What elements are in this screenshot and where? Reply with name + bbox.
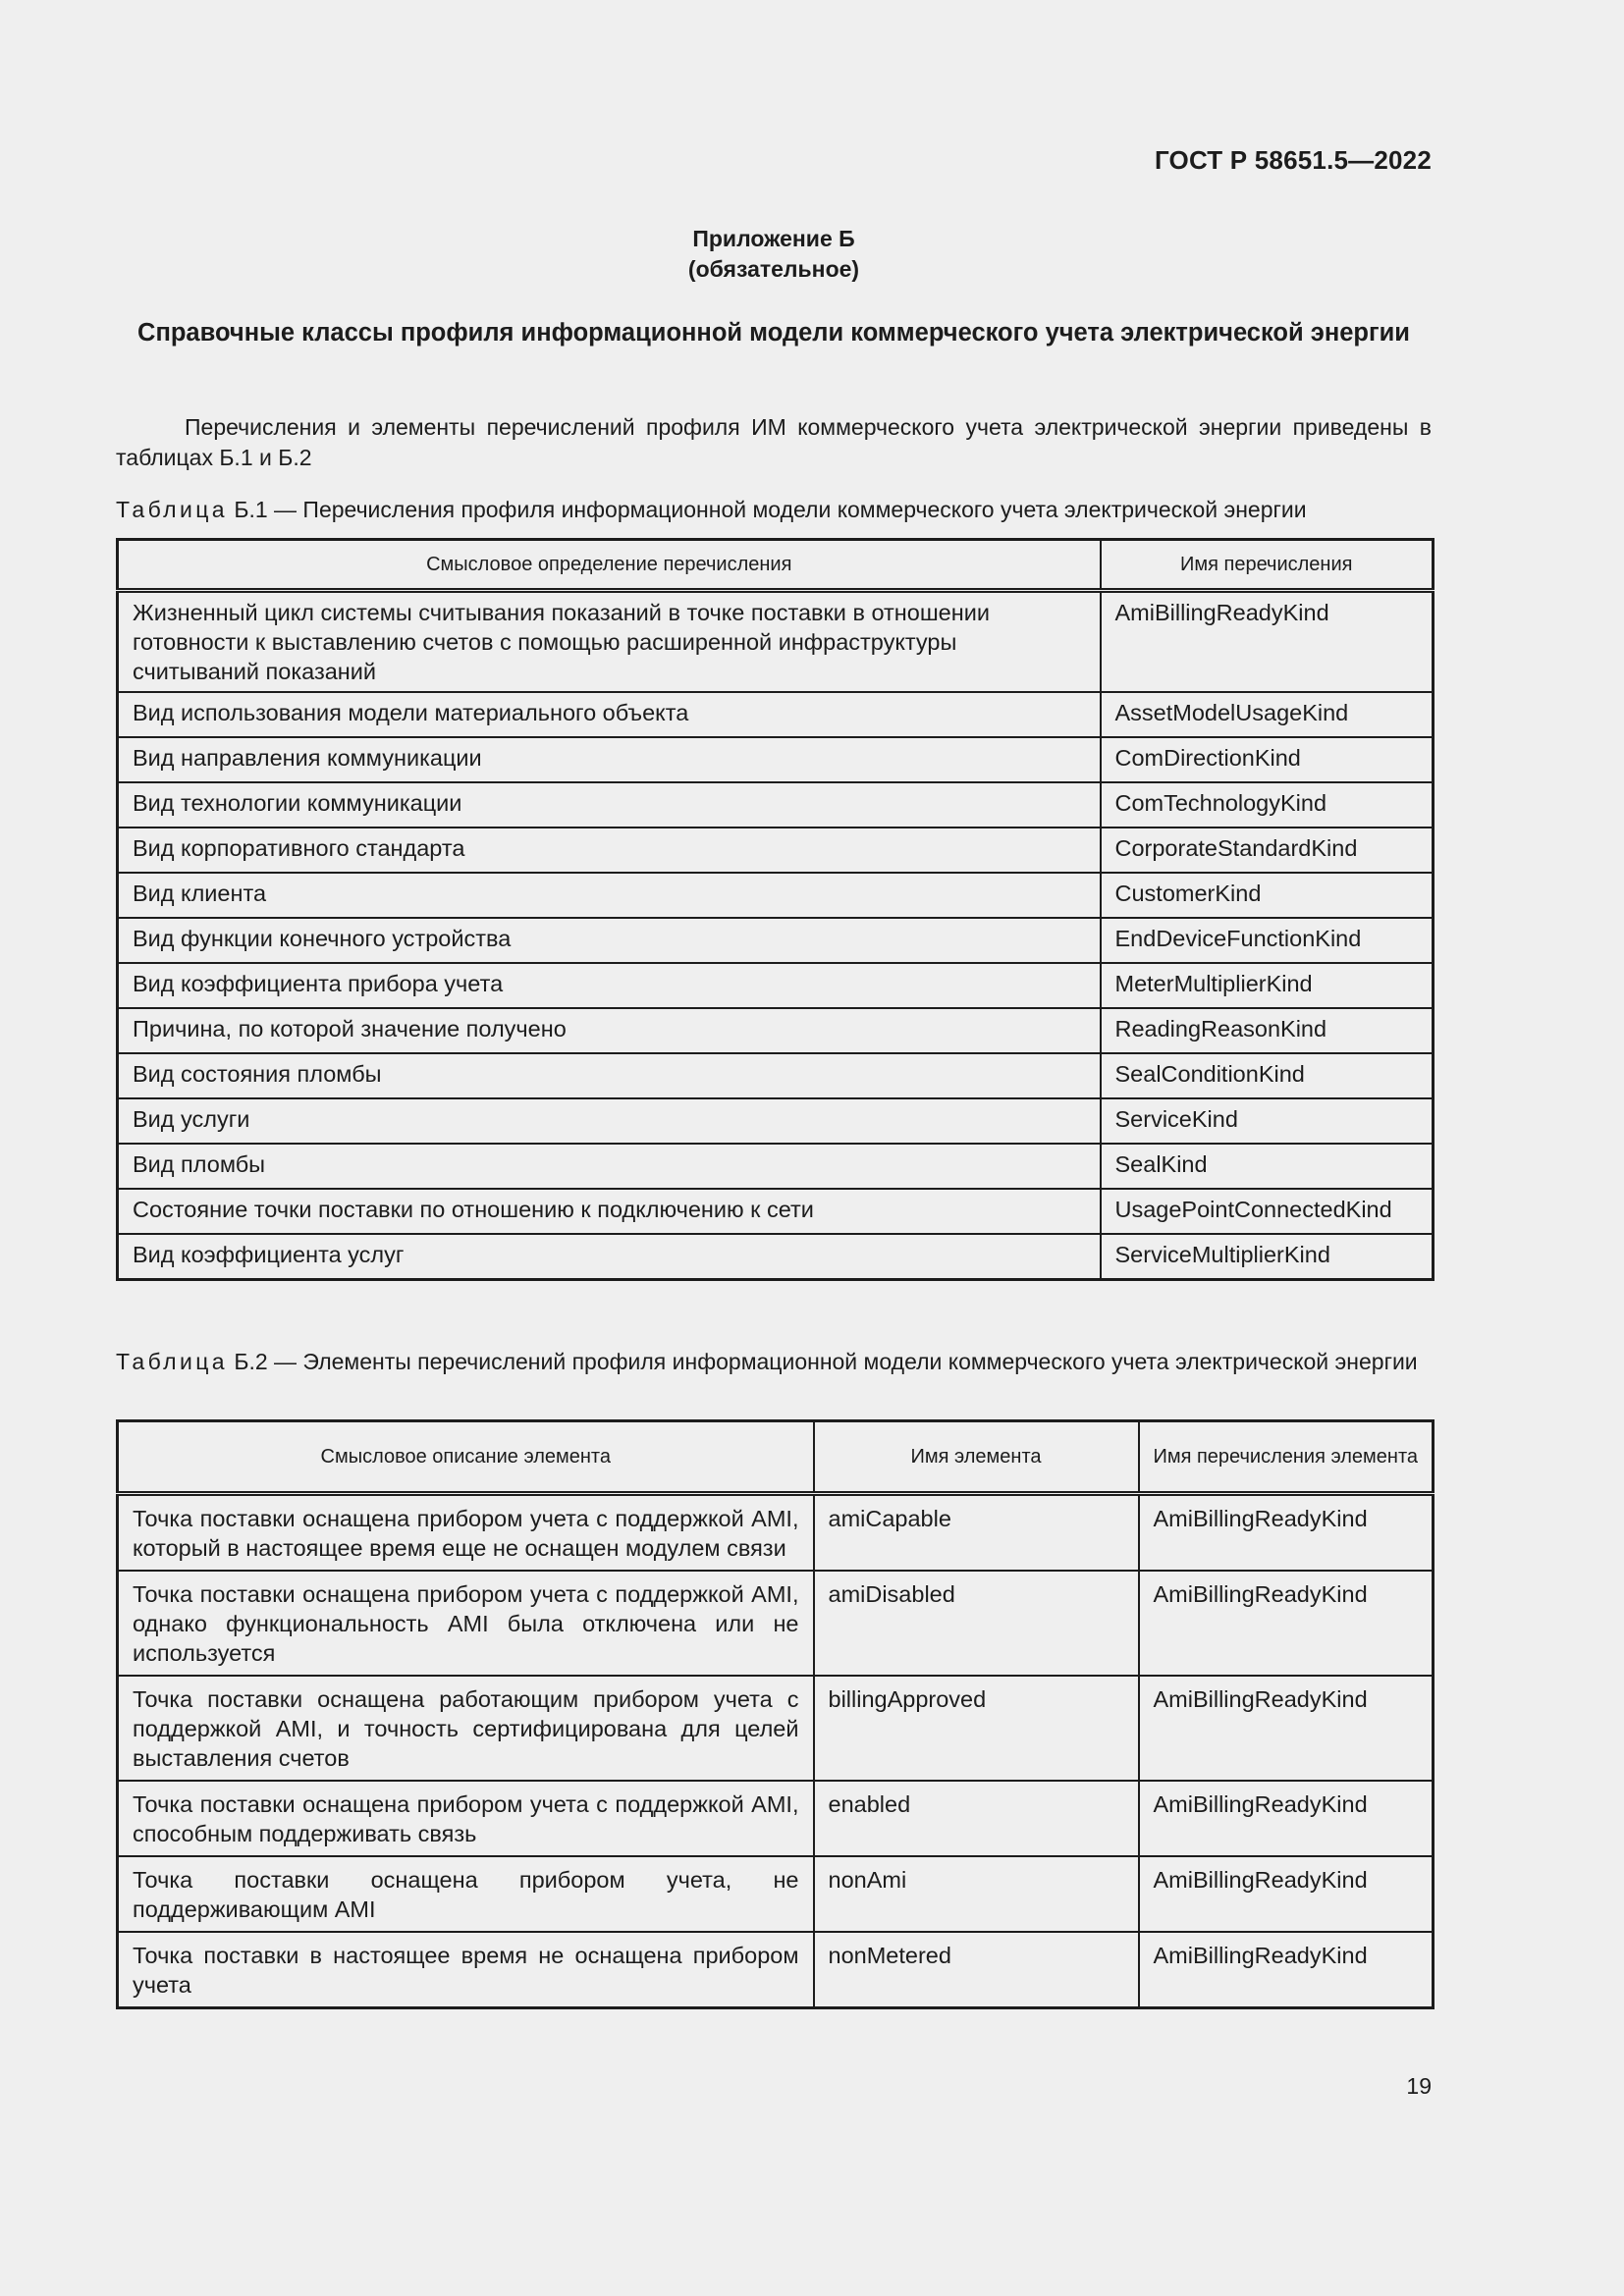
column-header-description: Смысловое описание элемента [118,1421,814,1494]
table-row [118,1008,1434,1053]
table2-caption-text: Б.2 — Элементы перечислений профиля информационной модели коммерческого учета электрической энергии [234,1349,1418,1374]
cell-enum-name: AmiBillingReadyKind [1101,591,1434,693]
enumerations-table [116,538,1435,1281]
cell-definition: Вид пломбы [118,1144,1101,1189]
table1-caption [116,495,1432,525]
table-header-row [118,540,1434,591]
column-header-element-enum: Имя перечисления элемента [1139,1421,1434,1494]
cell-definition: Вид услуги [118,1098,1101,1144]
table-row [118,1571,1434,1676]
cell-enum-name: ComDirectionKind [1101,737,1434,782]
table-row [118,1932,1434,2008]
cell-enum-name: UsagePointConnectedKind [1101,1189,1434,1234]
table-row [118,918,1434,963]
cell-description: Точка поставки в настоящее время не оснащена прибором учета [118,1932,814,2008]
cell-description: Точка поставки оснащена прибором учета с поддержкой AMI, однако функциональность AMI была отключена или не используется [118,1571,814,1676]
cell-enum-name: AssetModelUsageKind [1101,692,1434,737]
cell-enum-name: ComTechnologyKind [1101,782,1434,828]
cell-element-name: enabled [814,1781,1139,1856]
table-row [118,873,1434,918]
cell-element-name: amiDisabled [814,1571,1139,1676]
cell-enum-name: EndDeviceFunctionKind [1101,918,1434,963]
table-row [118,1234,1434,1280]
cell-description: Точка поставки оснащена прибором учета с поддержкой AMI, способным поддерживать связь [118,1781,814,1856]
enumeration-elements-table [116,1419,1435,2009]
table-row [118,737,1434,782]
cell-definition: Вид коэффициента услуг [118,1234,1101,1280]
column-header-enum-name: Имя перечисления [1101,540,1434,591]
section-title: Справочные классы профиля информационной модели коммерческого учета электрической энергии [137,319,1410,347]
cell-enum-name: ServiceKind [1101,1098,1434,1144]
cell-element-name: nonAmi [814,1856,1139,1932]
cell-definition: Вид клиента [118,873,1101,918]
cell-definition: Жизненный цикл системы считывания показаний в точке поставки в отношении готовности к выставлению счетов с помощью расширенной инфраструктуры считываний показаний [118,591,1101,693]
intro-paragraph: Перечисления и элементы перечислений профиля ИМ коммерческого учета электрической энергии приведены в таблицах Б.1 и Б.2 [116,414,1432,470]
cell-element-enum: AmiBillingReadyKind [1139,1932,1434,2008]
table-row [118,1676,1434,1781]
table-row [118,1189,1434,1234]
cell-enum-name: ServiceMultiplierKind [1101,1234,1434,1280]
cell-element-enum: AmiBillingReadyKind [1139,1676,1434,1781]
table-row [118,782,1434,828]
table-header-row [118,1421,1434,1494]
cell-enum-name: CustomerKind [1101,873,1434,918]
table-row [118,591,1434,693]
cell-enum-name: SealConditionKind [1101,1053,1434,1098]
cell-enum-name: SealKind [1101,1144,1434,1189]
table-row [118,1781,1434,1856]
cell-element-enum: AmiBillingReadyKind [1139,1494,1434,1572]
table-row [118,1494,1434,1572]
table1-caption-label: Таблица [116,497,228,522]
cell-element-name: billingApproved [814,1676,1139,1781]
cell-definition: Состояние точки поставки по отношению к подключению к сети [118,1189,1101,1234]
cell-description: Точка поставки оснащена прибором учета с поддержкой AMI, который в настоящее время еще не оснащен модулем связи [118,1494,814,1572]
document-code: ГОСТ Р 58651.5—2022 [1154,145,1432,175]
table-row [118,1856,1434,1932]
table-row [118,963,1434,1008]
table2-caption [116,1347,1432,1377]
cell-enum-name: ReadingReasonKind [1101,1008,1434,1053]
column-header-definition: Смысловое определение перечисления [118,540,1101,591]
cell-enum-name: MeterMultiplierKind [1101,963,1434,1008]
table-row [118,1053,1434,1098]
table-row [118,828,1434,873]
column-header-element-name: Имя элемента [814,1421,1139,1494]
cell-element-name: nonMetered [814,1932,1139,2008]
table1-caption-text: Б.1 — Перечисления профиля информационной модели коммерческого учета электрической энергии [234,497,1307,522]
cell-definition: Вид направления коммуникации [118,737,1101,782]
cell-element-enum: AmiBillingReadyKind [1139,1571,1434,1676]
table-row [118,1098,1434,1144]
table2-caption-label: Таблица [116,1349,228,1374]
cell-element-name: amiCapable [814,1494,1139,1572]
appendix-title: Приложение Б [692,226,855,251]
cell-description: Точка поставки оснащена прибором учета, не поддерживающим AMI [118,1856,814,1932]
cell-element-enum: AmiBillingReadyKind [1139,1781,1434,1856]
cell-definition: Вид функции конечного устройства [118,918,1101,963]
table-row [118,692,1434,737]
cell-enum-name: CorporateStandardKind [1101,828,1434,873]
cell-description: Точка поставки оснащена работающим прибором учета с поддержкой AMI, и точность сертифицирована для целей выставления счетов [118,1676,814,1781]
appendix-heading [116,224,1432,285]
cell-definition: Вид технологии коммуникации [118,782,1101,828]
cell-definition: Причина, по которой значение получено [118,1008,1101,1053]
page-number: 19 [1406,2073,1432,2099]
cell-definition: Вид коэффициента прибора учета [118,963,1101,1008]
cell-definition: Вид использования модели материального объекта [118,692,1101,737]
cell-definition: Вид корпоративного стандарта [118,828,1101,873]
appendix-status: (обязательное) [687,256,860,282]
cell-definition: Вид состояния пломбы [118,1053,1101,1098]
cell-element-enum: AmiBillingReadyKind [1139,1856,1434,1932]
table-row [118,1144,1434,1189]
